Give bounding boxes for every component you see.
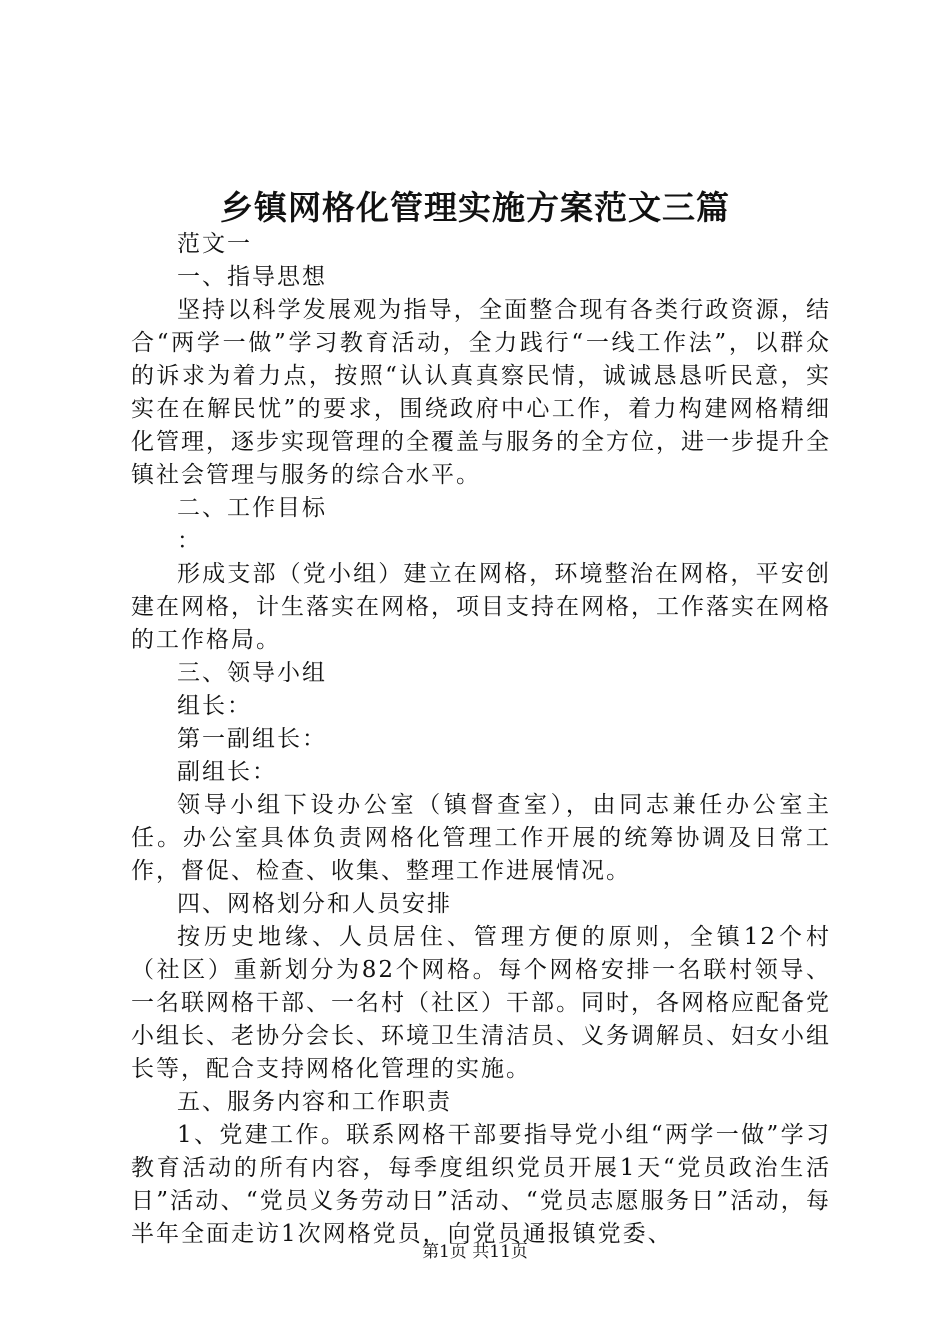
heading-service-content: 五、服务内容和工作职责 [177,1089,452,1115]
heading-grid-division: 四、网格划分和人员安排 [177,891,452,917]
paragraph-grid-division: 按历史地缘、人员居住、管理方便的原则，全镇12个村（社区）重新划分为82个网格。每个网格安排一名联村领导、一名联网格干部、一名村（社区）干部。同时，各网格应配备党小组长、老协分会长、环境卫生清洁员、义务调解员、妇女小组长等，配合支持网格化管理的实施。 [131,924,831,1082]
paragraph-work-goals: 形成支部（党小组）建立在网格，环境整治在网格，平安创建在网格，计生落实在网格，项目支持在网格，工作落实在网格的工作格局。 [131,561,831,653]
document-body [131,228,831,1251]
paragraph-office: 领导小组下设办公室（镇督查室），由同志兼任办公室主任。办公室具体负责网格化管理工作开展的统筹协调及日常工作，督促、检查、收集、整理工作进展情况。 [131,792,831,884]
paragraph-first-deputy-leader: 第一副组长： [177,726,327,752]
document-title: 乡镇网格化管理实施方案范文三篇 [220,188,730,227]
page-footer: 第1页 共11页 [422,1242,528,1262]
heading-leading-group: 三、领导小组 [177,660,327,686]
heading-guiding-ideology: 一、指导思想 [177,264,327,290]
heading-work-goals: 二、工作目标 [177,495,327,521]
paragraph-colon: ： [177,528,202,554]
paragraph-deputy-leader: 副组长： [177,759,277,785]
section-label: 范文一 [177,231,252,257]
paragraph-guiding-ideology: 坚持以科学发展观为指导，全面整合现有各类行政资源，结合“两学一做”学习教育活动，全力践行“一线工作法”，以群众的诉求为着力点，按照“认认真真察民情，诚诚恳恳听民意，实实在在解民忧”的要求，围绕政府中心工作，着力构建网格精细化管理，逐步实现管理的全覆盖与服务的全方位，进一步提升全镇社会管理与服务的综合水平。 [131,297,831,488]
paragraph-party-building: 1、党建工作。联系网格干部要指导党小组“两学一做”学习教育活动的所有内容，每季度组织党员开展1天“党员政治生活日”活动、“党员义务劳动日”活动、“党员志愿服务日”活动，每半年全面走访1次网格党员，向党员通报镇党委、 [131,1122,831,1247]
paragraph-group-leader: 组长： [177,693,252,719]
